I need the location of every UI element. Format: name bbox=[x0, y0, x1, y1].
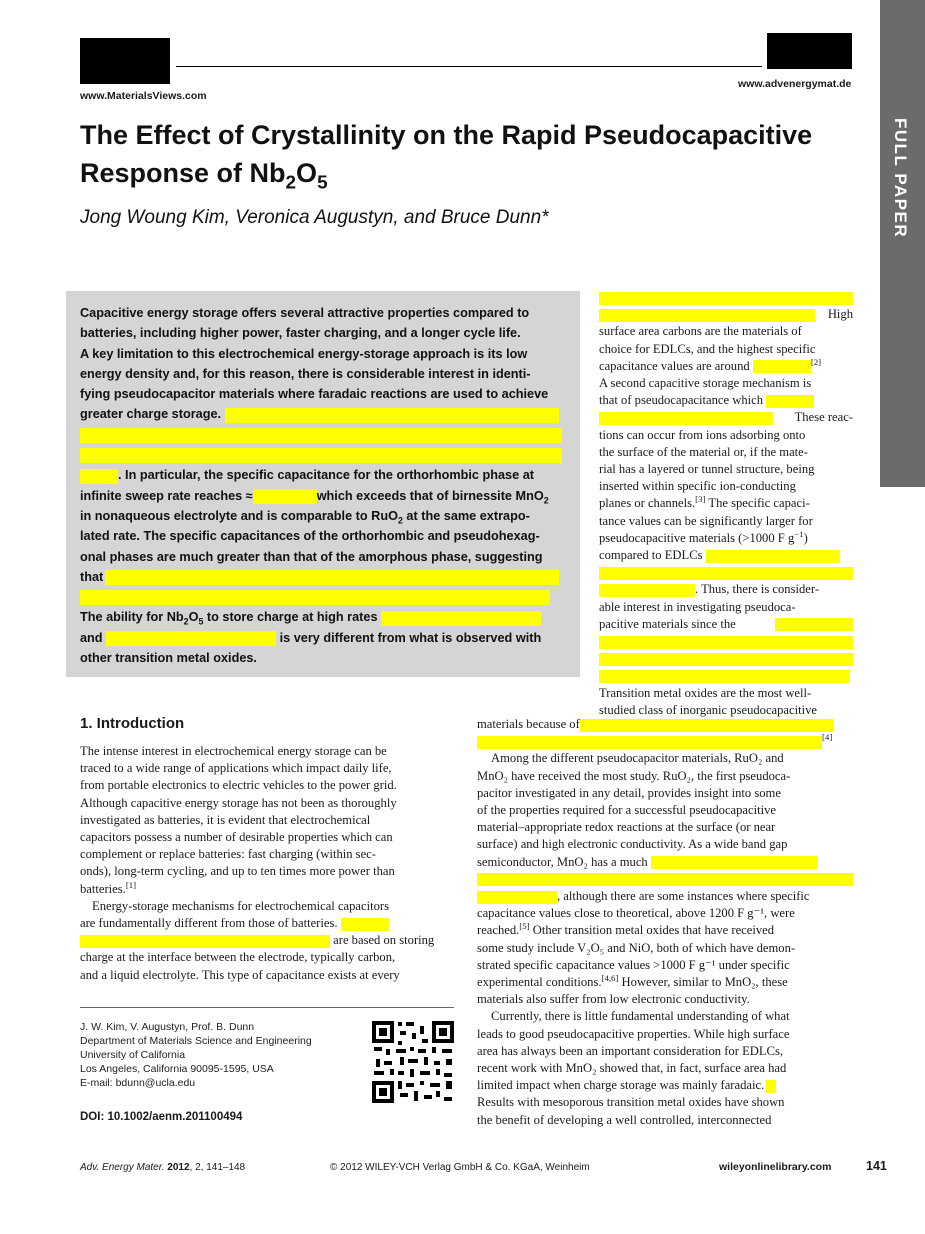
qr-code-icon[interactable] bbox=[370, 1019, 456, 1105]
logo-left-block bbox=[80, 38, 170, 84]
redaction-highlight bbox=[225, 408, 559, 423]
col2-line: choice for EDLCs, and the highest specific bbox=[599, 341, 816, 356]
redaction-highlight bbox=[599, 670, 849, 683]
abstract-text-span: is very different from what is observed with bbox=[279, 630, 542, 645]
col2-line bbox=[599, 289, 853, 306]
abstract-text-span: . In particular, the specific capacitance for the orthorhombic phase at bbox=[118, 468, 534, 483]
intro-line bbox=[80, 898, 458, 915]
col2b-line bbox=[477, 871, 853, 888]
materialsviews-url[interactable]: www.MaterialsViews.com bbox=[80, 90, 207, 102]
abstract-line: lated rate. The specific capacitances of the orthorhombic and pseudohexag- bbox=[80, 529, 540, 544]
redaction-highlight bbox=[766, 1080, 776, 1093]
col2b-line: Among the different pseudocapacitor materials, RuO₂ and bbox=[491, 751, 784, 766]
col2-text-span: planes or channels. bbox=[599, 496, 696, 511]
logo-right-block bbox=[767, 33, 852, 69]
redaction-highlight bbox=[599, 292, 853, 305]
col2-line bbox=[599, 564, 853, 581]
article-title bbox=[80, 116, 812, 192]
citation-ref[interactable]: [5] bbox=[519, 921, 530, 932]
affiliation bbox=[80, 1020, 312, 1090]
abstract-text-span: and bbox=[80, 630, 103, 645]
intro-text-span: are based on storing bbox=[333, 933, 435, 948]
title-line-2 bbox=[80, 154, 812, 192]
redaction-highlight bbox=[766, 395, 814, 408]
redaction-highlight bbox=[341, 918, 389, 931]
redaction-highlight bbox=[80, 448, 562, 463]
col2-text-span: capacitance values are around bbox=[599, 358, 750, 373]
col2-line: able interest in investigating pseudoca- bbox=[599, 599, 796, 614]
doi[interactable]: DOI: 10.1002/aenm.201100494 bbox=[80, 1111, 243, 1123]
intro-line bbox=[80, 915, 458, 932]
abstract-line bbox=[80, 506, 580, 526]
abstract-line bbox=[80, 445, 580, 465]
subscript: 2 bbox=[543, 495, 549, 506]
col2-text-span: pacitive materials since the bbox=[599, 616, 736, 631]
redaction-highlight bbox=[477, 873, 853, 886]
intro-line: onds), long-term cycling, and up to ten times more power than bbox=[80, 864, 395, 879]
abstract-line: energy density and, for this reason, there is considerable interest in identi- bbox=[80, 366, 531, 381]
abstract-text bbox=[80, 303, 580, 668]
full-paper-tab-label: FULL PAPER bbox=[891, 118, 910, 239]
col2-text-span: High bbox=[827, 307, 853, 322]
col2b-line bbox=[477, 1077, 853, 1094]
citation-ref[interactable]: [4,6] bbox=[601, 972, 619, 983]
col2b-line: strated specific capacitance values >1000 F g⁻¹ under specific bbox=[477, 957, 790, 972]
title-subscript: 2 bbox=[285, 172, 297, 194]
citation-ref[interactable]: [4] bbox=[822, 732, 833, 743]
title-text: Response of Nb bbox=[80, 158, 286, 188]
intro-line: and a liquid electrolyte. This type of capacitance exists at every bbox=[80, 967, 400, 982]
footer-year: 2012 bbox=[167, 1162, 190, 1173]
col2-line bbox=[599, 392, 853, 409]
col2b-line: some study include V₂O₅ and NiO, both of which have demon- bbox=[477, 940, 796, 955]
col2-line: inserted within specific ion-conducting bbox=[599, 479, 796, 494]
intro-paragraph-1 bbox=[80, 743, 458, 984]
redaction-highlight bbox=[599, 567, 853, 580]
col2-line: studied class of inorganic pseudocapacitive bbox=[599, 702, 817, 717]
abstract-line bbox=[80, 567, 580, 587]
col2-line bbox=[599, 650, 853, 667]
intro-line: investigated as batteries, it is evident that electrochemical bbox=[80, 812, 371, 827]
col2-line bbox=[599, 547, 853, 564]
col2b-line: Results with mesoporous transition metal oxides have shown bbox=[477, 1095, 785, 1110]
title-text-o: O bbox=[296, 158, 318, 188]
citation-ref[interactable]: [2] bbox=[810, 356, 822, 367]
subscript: 2 bbox=[183, 616, 189, 627]
affiliation-email[interactable]: E-mail: bdunn@ucla.edu bbox=[80, 1077, 196, 1089]
col2b-text-span: Other transition metal oxides that have received bbox=[529, 923, 775, 938]
abstract-line: fying pseudocapacitor materials where faradaic reactions are used to achieve bbox=[80, 387, 549, 402]
abstract-text-span: in nonaqueous electrolyte and is comparable to RuO bbox=[80, 508, 398, 523]
authors: Jong Woung Kim, Veronica Augustyn, and Bruce Dunn* bbox=[80, 207, 549, 228]
intro-line: Although capacitive energy storage has not been as thoroughly bbox=[80, 795, 397, 810]
redaction-highlight bbox=[651, 856, 817, 869]
intro-line bbox=[80, 932, 458, 949]
abstract-line bbox=[80, 587, 580, 607]
col2-line bbox=[599, 409, 853, 426]
abstract-line bbox=[80, 465, 580, 485]
footer-site[interactable]: wileyonlinelibrary.com bbox=[719, 1161, 832, 1173]
col2-line: rial has a layered or tunnel structure, being bbox=[599, 462, 815, 477]
subscript: 5 bbox=[198, 616, 204, 627]
col2-line bbox=[599, 306, 853, 323]
redaction-highlight bbox=[106, 631, 276, 646]
page-number: 141 bbox=[866, 1159, 887, 1173]
abstract-line bbox=[80, 628, 580, 648]
abstract-line: onal phases are much greater than that of the amorphous phase, suggesting bbox=[80, 549, 543, 564]
intro-line: charge at the interface between the electrode, typically carbon, bbox=[80, 950, 396, 965]
col2-line bbox=[599, 358, 853, 375]
citation-ref[interactable]: [1] bbox=[125, 879, 137, 890]
footer-vol: , 2, 141–148 bbox=[189, 1162, 246, 1173]
intro-line: The intense interest in electrochemical energy storage can be bbox=[80, 744, 387, 758]
col2-line bbox=[599, 581, 853, 598]
intro-line: from portable electronics to electric vehicles to the power grid. bbox=[80, 778, 397, 793]
col2b-line: area has always been an important consideration for EDLCs, bbox=[477, 1043, 783, 1058]
col2b-line bbox=[477, 922, 853, 939]
header-rule bbox=[176, 66, 762, 67]
abstract-text-span: O bbox=[188, 610, 199, 625]
col2b-line: capacitance values close to theoretical, above 1200 F g⁻¹, were bbox=[477, 906, 795, 921]
superscript: −1 bbox=[794, 528, 804, 539]
col2b-line bbox=[477, 974, 853, 991]
intro-text-span: are fundamentally different from those of batteries. bbox=[80, 916, 338, 931]
footer-copyright: © 2012 WILEY-VCH Verlag GmbH & Co. KGaA, Weinheim bbox=[330, 1162, 590, 1173]
col2b-line: leads to good pseudocapacitive properties. While high surface bbox=[477, 1026, 790, 1041]
col2-line: tance values can be significantly larger for bbox=[599, 513, 813, 528]
advenergymat-url[interactable]: www.advenergymat.de bbox=[738, 78, 852, 90]
redaction-highlight bbox=[599, 412, 773, 425]
redaction-highlight bbox=[80, 590, 550, 605]
redaction-highlight bbox=[105, 570, 559, 585]
col2-text-span: pseudocapacitive materials (>1000 F g bbox=[599, 530, 795, 545]
col2b-text-span: materials because of bbox=[477, 717, 580, 731]
col2-line: the surface of the material or, if the mate- bbox=[599, 444, 808, 459]
affiliation-dept: Department of Materials Science and Engineering bbox=[80, 1035, 312, 1047]
redaction-highlight bbox=[599, 636, 853, 649]
abstract-line bbox=[80, 607, 580, 627]
intro-line: capacitors possess a number of desirable properties which can bbox=[80, 830, 393, 845]
abstract-line: other transition metal oxides. bbox=[80, 651, 257, 666]
affiliation-univ: University of California bbox=[80, 1049, 186, 1061]
intro-line: complement or replace batteries: fast charging (within sec- bbox=[80, 847, 376, 862]
abstract-line: Capacitive energy storage offers several attractive properties compared to bbox=[80, 306, 530, 320]
col2b-line: materials also suffer from low electronic conductivity. bbox=[477, 992, 750, 1007]
intro-line: traced to a wide range of applications which impact daily life, bbox=[80, 761, 392, 776]
intro-line bbox=[80, 881, 458, 898]
col2b-line bbox=[477, 733, 853, 750]
col2-line: tions can occur from ions adsorbing onto bbox=[599, 427, 806, 442]
abstract-text-span: at the same extrapo- bbox=[402, 508, 530, 523]
abstract-text-span: greater charge storage. bbox=[80, 407, 222, 422]
col2-line bbox=[599, 667, 853, 684]
redaction-highlight bbox=[477, 891, 557, 904]
col2-line bbox=[599, 495, 853, 512]
redaction-highlight bbox=[706, 550, 840, 563]
redaction-highlight bbox=[381, 611, 541, 626]
col2b-line bbox=[477, 888, 853, 905]
col2b-line: Currently, there is little fundamental understanding of what bbox=[491, 1009, 790, 1024]
affiliation-authors: J. W. Kim, V. Augustyn, Prof. B. Dunn bbox=[80, 1021, 255, 1033]
col2b-text-span: semiconductor, MnO₂ has a much bbox=[477, 854, 648, 869]
redaction-highlight bbox=[599, 584, 695, 597]
col2-text-span: The specific capaci- bbox=[705, 496, 810, 511]
col2-line: A second capacitive storage mechanism is bbox=[599, 376, 812, 391]
abstract-line bbox=[80, 404, 580, 424]
col2-text-span: These reac- bbox=[794, 410, 853, 425]
col2-text-span: . Thus, there is consider- bbox=[695, 582, 820, 597]
col2b-text-span: experimental conditions. bbox=[477, 975, 602, 990]
intro-text-span: Energy-storage mechanisms for electrochemical capacitors bbox=[92, 898, 389, 913]
col2b-line: surface) and high electronic conductivity. As a wide band gap bbox=[477, 837, 788, 852]
redaction-highlight bbox=[775, 618, 853, 631]
subscript: 2 bbox=[397, 515, 403, 526]
col2-line: surface area carbons are the materials of bbox=[599, 324, 802, 339]
col2b-line: material–appropriate redox reactions at the surface (or near bbox=[477, 820, 776, 835]
col2-bottom bbox=[477, 716, 853, 1129]
full-paper-tab bbox=[880, 0, 925, 487]
intro-text-span: batteries. bbox=[80, 881, 126, 896]
abstract-line: batteries, including higher power, faster charging, and a longer cycle life. bbox=[80, 326, 521, 341]
col2b-text-span: , although there are some instances where specific bbox=[557, 889, 810, 904]
footnote-rule bbox=[80, 1007, 454, 1008]
col2-top bbox=[599, 289, 853, 719]
col2b-line bbox=[477, 716, 853, 733]
redaction-highlight bbox=[599, 309, 815, 322]
title-line-1: The Effect of Crystallinity on the Rapid Pseudocapacitive bbox=[80, 120, 813, 150]
abstract-line bbox=[80, 425, 580, 445]
intro-heading: 1. Introduction bbox=[80, 715, 185, 732]
col2-line bbox=[599, 530, 853, 547]
title-subscript: 5 bbox=[317, 172, 328, 194]
col2b-text-span: However, similar to MnO₂, these bbox=[618, 975, 788, 990]
footer-citation bbox=[80, 1162, 245, 1173]
footer-journal: Adv. Energy Mater. bbox=[80, 1162, 165, 1173]
redaction-highlight bbox=[599, 653, 853, 666]
affiliation-address: Los Angeles, California 90095-1595, USA bbox=[80, 1063, 274, 1075]
abstract-line bbox=[80, 486, 580, 506]
abstract-text-span: The ability for Nb bbox=[80, 610, 184, 625]
col2-text-span: that of pseudocapacitance which bbox=[599, 393, 763, 408]
col2b-line: MnO₂ have received the most study. RuO₂, the first pseudoca- bbox=[477, 768, 791, 783]
citation-ref[interactable]: [3] bbox=[695, 494, 706, 505]
abstract-text-span: to store charge at high rates bbox=[203, 610, 378, 625]
col2b-line: the benefit of developing a well controlled, interconnected bbox=[477, 1112, 772, 1127]
col2-text-span: ) bbox=[803, 530, 808, 545]
redaction-highlight bbox=[80, 469, 118, 484]
redaction-highlight bbox=[753, 360, 811, 373]
redaction-highlight bbox=[80, 428, 562, 443]
redaction-highlight bbox=[80, 935, 330, 948]
redaction-highlight bbox=[580, 719, 834, 732]
col2b-line bbox=[477, 854, 853, 871]
abstract-line: A key limitation to this electrochemical energy-storage approach is its low bbox=[80, 346, 528, 361]
abstract-text-span: that bbox=[80, 569, 104, 584]
col2b-line: pacitor investigated in any detail, provides insight into some bbox=[477, 785, 781, 800]
col2-line bbox=[599, 616, 853, 633]
col2b-text-span: reached. bbox=[477, 923, 520, 938]
col2-text-span: compared to EDLCs bbox=[599, 548, 703, 563]
col2b-text-span: limited impact when charge storage was mainly faradaic. bbox=[477, 1078, 765, 1093]
col2-line bbox=[599, 633, 853, 650]
abstract-text-span: which exceeds that of birnessite MnO bbox=[316, 488, 544, 503]
col2b-line: recent work with MnO₂ showed that, in fact, surface area had bbox=[477, 1061, 787, 1076]
col2-line: Transition metal oxides are the most well- bbox=[599, 685, 812, 700]
redaction-highlight bbox=[477, 736, 822, 749]
abstract-text-span: infinite sweep rate reaches ≈ bbox=[80, 488, 253, 503]
redaction-highlight bbox=[253, 489, 317, 504]
col2b-line: of the properties required for a successful pseudocapacitive bbox=[477, 803, 776, 818]
